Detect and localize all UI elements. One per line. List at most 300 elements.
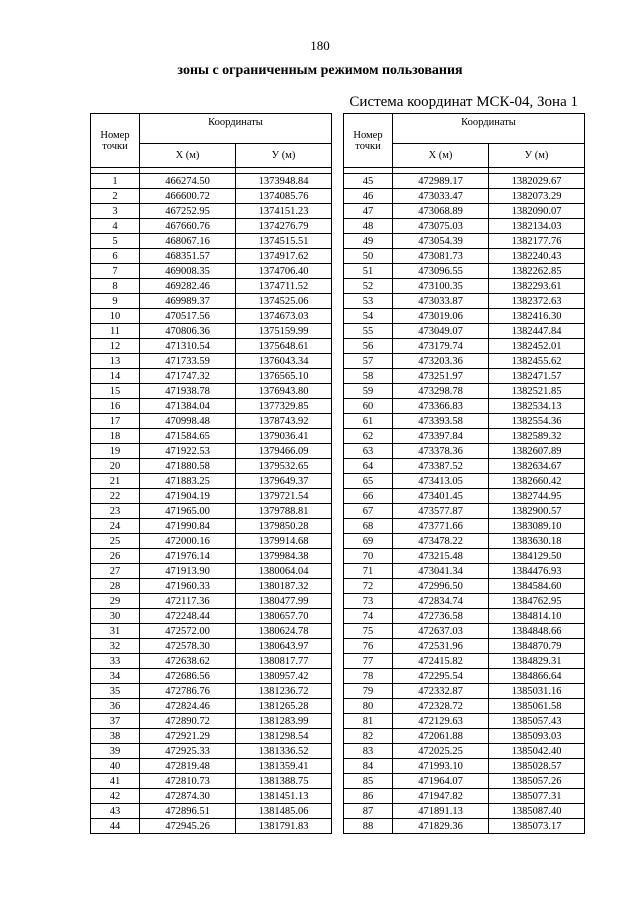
y-coordinate-cell: 1384814.10 — [489, 609, 585, 624]
table-row — [344, 534, 585, 549]
x-coordinate-cell: 473075.03 — [393, 219, 489, 234]
y-coordinate-cell: 1379036.41 — [236, 429, 332, 444]
point-number-cell: 26 — [91, 549, 140, 564]
table-row — [91, 354, 332, 369]
y-coordinate-cell: 1382090.07 — [489, 204, 585, 219]
point-number-cell: 48 — [344, 219, 393, 234]
x-coordinate-cell: 472996.50 — [393, 579, 489, 594]
y-coordinate-cell: 1384129.50 — [489, 549, 585, 564]
table-row — [344, 384, 585, 399]
table-row — [344, 654, 585, 669]
y-coordinate-cell: 1382452.01 — [489, 339, 585, 354]
table-row — [344, 459, 585, 474]
x-coordinate-cell: 472834.74 — [393, 594, 489, 609]
table-row — [344, 819, 585, 834]
point-number-cell: 66 — [344, 489, 393, 504]
x-coordinate-cell: 472890.72 — [140, 714, 236, 729]
point-number-cell: 82 — [344, 729, 393, 744]
y-coordinate-cell: 1382521.85 — [489, 384, 585, 399]
x-coordinate-cell: 472736.58 — [393, 609, 489, 624]
y-coordinate-cell: 1374711.52 — [236, 279, 332, 294]
x-coordinate-cell: 473203.36 — [393, 354, 489, 369]
y-coordinate-cell: 1385057.43 — [489, 714, 585, 729]
y-coordinate-cell: 1380957.42 — [236, 669, 332, 684]
x-coordinate-cell: 472921.29 — [140, 729, 236, 744]
point-number-cell: 29 — [91, 594, 140, 609]
x-coordinate-cell: 472874.30 — [140, 789, 236, 804]
y-coordinate-cell: 1376943.80 — [236, 384, 332, 399]
y-coordinate-cell: 1378743.92 — [236, 414, 332, 429]
x-coordinate-cell: 473019.06 — [393, 309, 489, 324]
x-coordinate-cell: 472332.87 — [393, 684, 489, 699]
x-coordinate-cell: 469989.37 — [140, 294, 236, 309]
table-row — [91, 564, 332, 579]
x-coordinate-cell: 472686.56 — [140, 669, 236, 684]
table-row — [91, 624, 332, 639]
table-row — [344, 309, 585, 324]
x-coordinate-cell: 471904.19 — [140, 489, 236, 504]
coordinate-system-label: Система координат МСК-04, Зона 1 — [349, 94, 578, 110]
point-number-cell: 10 — [91, 309, 140, 324]
x-coordinate-cell: 473049.07 — [393, 324, 489, 339]
point-number-cell: 44 — [91, 819, 140, 834]
y-coordinate-cell: 1385087.40 — [489, 804, 585, 819]
y-coordinate-cell: 1374085.76 — [236, 189, 332, 204]
point-number-cell: 27 — [91, 564, 140, 579]
point-number-cell: 55 — [344, 324, 393, 339]
y-coordinate-cell: 1384762.95 — [489, 594, 585, 609]
y-coordinate-cell: 1382589.32 — [489, 429, 585, 444]
x-coordinate-cell: 473393.58 — [393, 414, 489, 429]
y-coordinate-cell: 1382607.89 — [489, 444, 585, 459]
table-row — [91, 399, 332, 414]
y-coordinate-cell: 1382634.67 — [489, 459, 585, 474]
point-number-cell: 22 — [91, 489, 140, 504]
point-number-cell: 64 — [344, 459, 393, 474]
table-row — [91, 759, 332, 774]
x-coordinate-cell: 473478.22 — [393, 534, 489, 549]
point-number-header: Номер точки — [91, 114, 140, 168]
point-number-cell: 62 — [344, 429, 393, 444]
y-coordinate-cell: 1380064.04 — [236, 564, 332, 579]
x-coordinate-cell: 472810.73 — [140, 774, 236, 789]
x-coordinate-cell: 472415.82 — [393, 654, 489, 669]
point-number-cell: 84 — [344, 759, 393, 774]
x-coordinate-cell: 471938.78 — [140, 384, 236, 399]
x-coordinate-cell: 471584.65 — [140, 429, 236, 444]
table-row — [91, 204, 332, 219]
point-number-cell: 19 — [91, 444, 140, 459]
x-coordinate-cell: 472637.03 — [393, 624, 489, 639]
y-coordinate-cell: 1373948.84 — [236, 174, 332, 189]
y-coordinate-cell: 1383630.18 — [489, 534, 585, 549]
table-row — [91, 819, 332, 834]
table-row — [91, 474, 332, 489]
table-row — [91, 774, 332, 789]
x-coordinate-cell: 473033.47 — [393, 189, 489, 204]
table-row — [91, 519, 332, 534]
point-number-cell: 81 — [344, 714, 393, 729]
x-coordinate-cell: 471747.32 — [140, 369, 236, 384]
y-coordinate-cell: 1382134.03 — [489, 219, 585, 234]
x-coordinate-cell: 472000.16 — [140, 534, 236, 549]
y-coordinate-cell: 1380657.70 — [236, 609, 332, 624]
x-coordinate-cell: 471883.25 — [140, 474, 236, 489]
table-row — [91, 459, 332, 474]
y-coordinate-cell: 1385042.40 — [489, 744, 585, 759]
table-row — [344, 324, 585, 339]
y-coordinate-cell: 1381283.99 — [236, 714, 332, 729]
point-number-cell: 87 — [344, 804, 393, 819]
x-coordinate-cell: 468067.16 — [140, 234, 236, 249]
x-coordinate-cell: 471880.58 — [140, 459, 236, 474]
point-number-cell: 18 — [91, 429, 140, 444]
y-coordinate-cell: 1384584.60 — [489, 579, 585, 594]
x-coordinate-cell: 472025.25 — [393, 744, 489, 759]
point-number-cell: 37 — [91, 714, 140, 729]
point-number-cell: 51 — [344, 264, 393, 279]
y-coordinate-cell: 1376565.10 — [236, 369, 332, 384]
table-right-body — [344, 174, 585, 834]
table-row — [344, 684, 585, 699]
y-coordinate-cell: 1384870.79 — [489, 639, 585, 654]
table-row — [344, 549, 585, 564]
y-coordinate-cell: 1374525.06 — [236, 294, 332, 309]
table-row — [344, 354, 585, 369]
y-coordinate-cell: 1380624.78 — [236, 624, 332, 639]
y-coordinate-cell: 1384829.31 — [489, 654, 585, 669]
point-number-cell: 7 — [91, 264, 140, 279]
x-coordinate-cell: 473033.87 — [393, 294, 489, 309]
point-number-cell: 72 — [344, 579, 393, 594]
point-number-cell: 5 — [91, 234, 140, 249]
x-coordinate-cell: 473298.78 — [393, 384, 489, 399]
y-coordinate-cell: 1385061.58 — [489, 699, 585, 714]
y-coordinate-cell: 1374917.62 — [236, 249, 332, 264]
coordinates-table-right — [343, 113, 585, 834]
x-coordinate-cell: 471829.36 — [393, 819, 489, 834]
point-number-cell: 11 — [91, 324, 140, 339]
point-number-cell: 83 — [344, 744, 393, 759]
x-coordinate-cell: 470998.48 — [140, 414, 236, 429]
x-coordinate-cell: 472061.88 — [393, 729, 489, 744]
table-row — [91, 609, 332, 624]
point-number-cell: 21 — [91, 474, 140, 489]
point-number-cell: 61 — [344, 414, 393, 429]
table-row — [344, 579, 585, 594]
x-coordinate-cell: 473215.48 — [393, 549, 489, 564]
point-number-cell: 36 — [91, 699, 140, 714]
x-coordinate-cell: 471990.84 — [140, 519, 236, 534]
table-row — [344, 564, 585, 579]
y-header: У (м) — [236, 144, 332, 168]
x-coordinate-cell: 473096.55 — [393, 264, 489, 279]
table-row — [344, 639, 585, 654]
y-coordinate-cell: 1375648.61 — [236, 339, 332, 354]
y-coordinate-cell: 1382029.67 — [489, 174, 585, 189]
y-coordinate-cell: 1384848.66 — [489, 624, 585, 639]
point-number-cell: 32 — [91, 639, 140, 654]
x-coordinate-cell: 472896.51 — [140, 804, 236, 819]
page-number: 180 — [310, 38, 330, 53]
x-coordinate-cell: 473054.39 — [393, 234, 489, 249]
table-row — [344, 609, 585, 624]
table-row — [91, 504, 332, 519]
point-number-cell: 33 — [91, 654, 140, 669]
x-coordinate-cell: 471947.82 — [393, 789, 489, 804]
x-coordinate-cell: 472531.96 — [393, 639, 489, 654]
y-coordinate-cell: 1385077.31 — [489, 789, 585, 804]
x-coordinate-cell: 470806.36 — [140, 324, 236, 339]
y-coordinate-cell: 1382416.30 — [489, 309, 585, 324]
table-row — [91, 279, 332, 294]
point-number-cell: 4 — [91, 219, 140, 234]
point-number-cell: 14 — [91, 369, 140, 384]
point-number-cell: 1 — [91, 174, 140, 189]
y-coordinate-cell: 1379721.54 — [236, 489, 332, 504]
y-coordinate-cell: 1374515.51 — [236, 234, 332, 249]
y-coordinate-cell: 1376043.34 — [236, 354, 332, 369]
x-coordinate-cell: 467252.95 — [140, 204, 236, 219]
x-coordinate-cell: 471384.04 — [140, 399, 236, 414]
x-coordinate-cell: 471733.59 — [140, 354, 236, 369]
point-number-cell: 15 — [91, 384, 140, 399]
table-row — [344, 519, 585, 534]
y-coordinate-cell: 1384866.64 — [489, 669, 585, 684]
y-coordinate-cell: 1377329.85 — [236, 399, 332, 414]
point-number-cell: 77 — [344, 654, 393, 669]
x-coordinate-cell: 472129.63 — [393, 714, 489, 729]
x-coordinate-cell: 469282.46 — [140, 279, 236, 294]
table-row — [91, 249, 332, 264]
x-coordinate-cell: 472638.62 — [140, 654, 236, 669]
x-coordinate-cell: 472248.44 — [140, 609, 236, 624]
y-coordinate-cell: 1375159.99 — [236, 324, 332, 339]
point-number-cell: 59 — [344, 384, 393, 399]
table-row — [344, 774, 585, 789]
table-row — [344, 414, 585, 429]
x-coordinate-cell: 472117.36 — [140, 594, 236, 609]
y-coordinate-cell: 1380477.99 — [236, 594, 332, 609]
table-row — [91, 264, 332, 279]
point-number-cell: 79 — [344, 684, 393, 699]
coordinates-table-left — [90, 113, 332, 834]
y-coordinate-cell: 1381359.41 — [236, 759, 332, 774]
point-number-cell: 47 — [344, 204, 393, 219]
x-coordinate-cell: 472925.33 — [140, 744, 236, 759]
y-coordinate-cell: 1382177.76 — [489, 234, 585, 249]
x-coordinate-cell: 473771.66 — [393, 519, 489, 534]
y-coordinate-cell: 1374673.03 — [236, 309, 332, 324]
y-coordinate-cell: 1385057.26 — [489, 774, 585, 789]
point-number-header: Номер точки — [344, 114, 393, 168]
y-coordinate-cell: 1384476.93 — [489, 564, 585, 579]
table-row — [344, 234, 585, 249]
table-row — [91, 714, 332, 729]
y-coordinate-cell: 1379984.38 — [236, 549, 332, 564]
point-number-cell: 28 — [91, 579, 140, 594]
x-coordinate-cell: 472989.17 — [393, 174, 489, 189]
y-coordinate-cell: 1379466.09 — [236, 444, 332, 459]
x-coordinate-cell: 471310.54 — [140, 339, 236, 354]
point-number-cell: 38 — [91, 729, 140, 744]
x-coordinate-cell: 472328.72 — [393, 699, 489, 714]
table-row — [91, 654, 332, 669]
point-number-cell: 75 — [344, 624, 393, 639]
table-row — [344, 669, 585, 684]
point-number-cell: 88 — [344, 819, 393, 834]
table-row — [344, 219, 585, 234]
y-coordinate-cell: 1385093.03 — [489, 729, 585, 744]
x-coordinate-cell: 473577.87 — [393, 504, 489, 519]
x-coordinate-cell: 468351.57 — [140, 249, 236, 264]
coordinates-header: Координаты — [140, 114, 332, 144]
table-row — [91, 174, 332, 189]
point-number-cell: 16 — [91, 399, 140, 414]
x-coordinate-cell: 471960.33 — [140, 579, 236, 594]
point-number-cell: 50 — [344, 249, 393, 264]
point-number-cell: 52 — [344, 279, 393, 294]
table-row — [91, 189, 332, 204]
x-coordinate-cell: 473081.73 — [393, 249, 489, 264]
table-row — [91, 684, 332, 699]
table-row — [344, 444, 585, 459]
x-coordinate-cell: 466600.72 — [140, 189, 236, 204]
point-number-cell: 2 — [91, 189, 140, 204]
table-row — [91, 339, 332, 354]
table-row — [91, 219, 332, 234]
y-coordinate-cell: 1385028.57 — [489, 759, 585, 774]
y-coordinate-cell: 1380643.97 — [236, 639, 332, 654]
y-coordinate-cell: 1383089.10 — [489, 519, 585, 534]
y-coordinate-cell: 1385031.16 — [489, 684, 585, 699]
table-row — [344, 624, 585, 639]
point-number-cell: 56 — [344, 339, 393, 354]
table-row — [91, 489, 332, 504]
table-row — [91, 579, 332, 594]
y-coordinate-cell: 1382744.95 — [489, 489, 585, 504]
table-row — [344, 504, 585, 519]
point-number-cell: 76 — [344, 639, 393, 654]
table-row — [344, 204, 585, 219]
point-number-cell: 69 — [344, 534, 393, 549]
point-number-cell: 71 — [344, 564, 393, 579]
point-number-cell: 39 — [91, 744, 140, 759]
table-row — [91, 699, 332, 714]
y-coordinate-cell: 1385073.17 — [489, 819, 585, 834]
y-coordinate-cell: 1374276.79 — [236, 219, 332, 234]
point-number-cell: 24 — [91, 519, 140, 534]
table-row — [344, 804, 585, 819]
table-row — [91, 744, 332, 759]
y-coordinate-cell: 1374706.40 — [236, 264, 332, 279]
x-coordinate-cell: 471922.53 — [140, 444, 236, 459]
y-coordinate-cell: 1382554.36 — [489, 414, 585, 429]
point-number-cell: 63 — [344, 444, 393, 459]
y-coordinate-cell: 1380187.32 — [236, 579, 332, 594]
y-coordinate-cell: 1381451.13 — [236, 789, 332, 804]
y-coordinate-cell: 1382471.57 — [489, 369, 585, 384]
y-coordinate-cell: 1382073.29 — [489, 189, 585, 204]
point-number-cell: 34 — [91, 669, 140, 684]
table-row — [91, 324, 332, 339]
point-number-cell: 80 — [344, 699, 393, 714]
x-coordinate-cell: 469008.35 — [140, 264, 236, 279]
point-number-cell: 49 — [344, 234, 393, 249]
table-row — [344, 729, 585, 744]
x-coordinate-cell: 473387.52 — [393, 459, 489, 474]
x-coordinate-cell: 473401.45 — [393, 489, 489, 504]
x-coordinate-cell: 472295.54 — [393, 669, 489, 684]
table-row — [344, 339, 585, 354]
x-coordinate-cell: 466274.50 — [140, 174, 236, 189]
y-coordinate-cell: 1382455.62 — [489, 354, 585, 369]
x-coordinate-cell: 473100.35 — [393, 279, 489, 294]
table-row — [91, 534, 332, 549]
point-number-cell: 86 — [344, 789, 393, 804]
point-number-cell: 30 — [91, 609, 140, 624]
point-number-cell: 65 — [344, 474, 393, 489]
x-coordinate-cell: 473397.84 — [393, 429, 489, 444]
point-number-cell: 8 — [91, 279, 140, 294]
y-coordinate-cell: 1379914.68 — [236, 534, 332, 549]
table-row — [91, 804, 332, 819]
table-row — [91, 369, 332, 384]
point-number-cell: 45 — [344, 174, 393, 189]
point-number-cell: 20 — [91, 459, 140, 474]
x-coordinate-cell: 471913.90 — [140, 564, 236, 579]
x-coordinate-cell: 473251.97 — [393, 369, 489, 384]
table-row — [91, 729, 332, 744]
x-coordinate-cell: 470517.56 — [140, 309, 236, 324]
point-number-cell: 40 — [91, 759, 140, 774]
x-coordinate-cell: 471891.13 — [393, 804, 489, 819]
table-row — [344, 699, 585, 714]
point-number-cell: 54 — [344, 309, 393, 324]
point-number-cell: 78 — [344, 669, 393, 684]
y-header: У (м) — [489, 144, 585, 168]
x-coordinate-cell: 473068.89 — [393, 204, 489, 219]
x-header: X (м) — [393, 144, 489, 168]
point-number-cell: 67 — [344, 504, 393, 519]
x-coordinate-cell: 471965.00 — [140, 504, 236, 519]
y-coordinate-cell: 1379532.65 — [236, 459, 332, 474]
point-number-cell: 31 — [91, 624, 140, 639]
table-row — [344, 429, 585, 444]
point-number-cell: 58 — [344, 369, 393, 384]
y-coordinate-cell: 1382534.13 — [489, 399, 585, 414]
coordinates-header: Координаты — [393, 114, 585, 144]
point-number-cell: 17 — [91, 414, 140, 429]
x-coordinate-cell: 472819.48 — [140, 759, 236, 774]
x-coordinate-cell: 472786.76 — [140, 684, 236, 699]
point-number-cell: 25 — [91, 534, 140, 549]
table-row — [91, 429, 332, 444]
table-row — [91, 789, 332, 804]
table-row — [344, 714, 585, 729]
y-coordinate-cell: 1381336.52 — [236, 744, 332, 759]
table-row — [344, 189, 585, 204]
point-number-cell: 42 — [91, 789, 140, 804]
point-number-cell: 68 — [344, 519, 393, 534]
point-number-cell: 9 — [91, 294, 140, 309]
point-number-cell: 13 — [91, 354, 140, 369]
point-number-cell: 23 — [91, 504, 140, 519]
table-row — [91, 669, 332, 684]
point-number-cell: 46 — [344, 189, 393, 204]
y-coordinate-cell: 1381791.83 — [236, 819, 332, 834]
table-row — [344, 759, 585, 774]
